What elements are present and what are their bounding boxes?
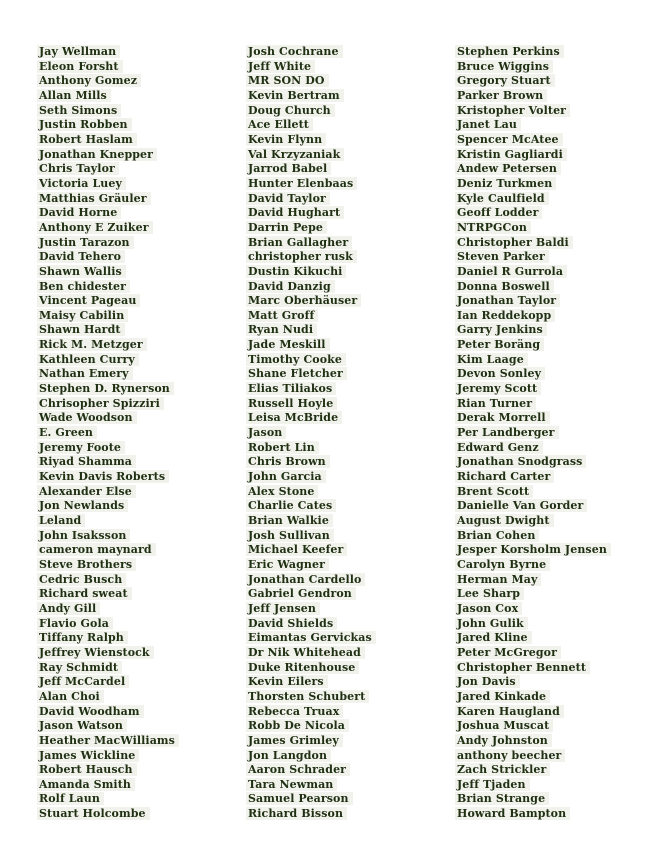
credit-name: Seth Simons bbox=[37, 104, 121, 117]
credit-name: Robert Hausch bbox=[37, 763, 137, 776]
credit-name: Jonathan Snodgrass bbox=[455, 455, 586, 468]
credit-name: Josh Cochrane bbox=[246, 45, 343, 58]
credit-name: Duke Ritenhouse bbox=[246, 661, 359, 674]
credit-row bbox=[246, 685, 376, 703]
credit-row bbox=[246, 128, 376, 146]
credit-row bbox=[37, 450, 179, 469]
credit-row bbox=[246, 318, 376, 337]
credit-name: Timothy Cooke bbox=[246, 353, 346, 366]
credit-row bbox=[455, 128, 611, 146]
credit-row bbox=[455, 538, 611, 557]
credit-name: Andy Johnston bbox=[455, 734, 552, 747]
credit-row bbox=[455, 802, 611, 821]
credit-row bbox=[37, 231, 179, 249]
credit-row bbox=[246, 113, 376, 132]
credit-name: Tara Newman bbox=[246, 778, 337, 791]
credit-name: Eimantas Gervickas bbox=[246, 631, 376, 644]
credit-row bbox=[455, 231, 611, 249]
credit-name: Amanda Smith bbox=[37, 778, 135, 791]
credit-name: Brian Gallagher bbox=[246, 236, 352, 249]
credit-name: Wade Woodson bbox=[37, 411, 137, 424]
credit-name: Alexander Else bbox=[37, 485, 136, 498]
credit-row bbox=[37, 494, 179, 513]
credit-row bbox=[246, 538, 376, 557]
credit-name: Kevin Eilers bbox=[246, 675, 328, 688]
credit-name: David Woodham bbox=[37, 705, 144, 718]
credit-name: Leland bbox=[37, 514, 85, 527]
credit-name: Peter McGregor bbox=[455, 646, 561, 659]
credit-name: MR SON DO bbox=[246, 74, 329, 87]
credit-name: Donna Boswell bbox=[455, 280, 554, 293]
credit-name: Aaron Schrader bbox=[246, 763, 350, 776]
credit-name: Howard Bampton bbox=[455, 807, 570, 820]
credit-row bbox=[37, 172, 179, 190]
credit-name: Geoff Lodder bbox=[455, 206, 542, 219]
credit-name: Marc Oberhäuser bbox=[246, 294, 361, 307]
credit-row bbox=[246, 99, 376, 117]
credit-row bbox=[37, 187, 179, 205]
credit-row bbox=[37, 113, 179, 132]
credit-name: Kristopher Volter bbox=[455, 104, 570, 117]
credit-name: Garry Jenkins bbox=[455, 323, 547, 336]
credit-name: Thorsten Schubert bbox=[246, 690, 369, 703]
credit-name: Karen Haugland bbox=[455, 705, 564, 718]
credit-row bbox=[37, 40, 179, 58]
credit-row bbox=[455, 729, 611, 747]
credit-row bbox=[37, 377, 179, 396]
credit-row bbox=[246, 450, 376, 469]
credit-name: Lee Sharp bbox=[455, 587, 524, 600]
credit-row bbox=[455, 436, 611, 454]
credit-name: Bruce Wiggins bbox=[455, 60, 553, 73]
credit-name: Christopher Bennett bbox=[455, 661, 590, 674]
credit-row bbox=[37, 143, 179, 161]
credit-row bbox=[246, 55, 376, 73]
credit-name: Jesper Korsholm Jensen bbox=[455, 543, 611, 556]
credit-name: Steven Parker bbox=[455, 250, 549, 263]
credit-row bbox=[455, 157, 611, 176]
credit-row bbox=[37, 216, 179, 234]
credit-name: John Isaksson bbox=[37, 529, 130, 542]
credit-name: E. Green bbox=[37, 426, 97, 439]
credit-name: Jeff Tjaden bbox=[455, 778, 530, 791]
credit-row bbox=[455, 568, 611, 586]
credit-name: Kim Laage bbox=[455, 353, 528, 366]
credit-name: Matt Groff bbox=[246, 309, 318, 322]
credit-row bbox=[37, 612, 179, 630]
credit-name: Kathleen Curry bbox=[37, 353, 139, 366]
credits-column-1 bbox=[37, 40, 179, 821]
credit-name: Doug Church bbox=[246, 104, 335, 117]
credit-row bbox=[37, 260, 179, 278]
credit-name: David Hughart bbox=[246, 206, 344, 219]
credit-row bbox=[37, 524, 179, 542]
credit-name: Shawn Hardt bbox=[37, 323, 125, 336]
credit-name: Vincent Pageau bbox=[37, 294, 140, 307]
credit-name: Jason bbox=[246, 426, 286, 439]
credit-row bbox=[455, 362, 611, 381]
credit-row bbox=[246, 231, 376, 249]
credit-name: Joshua Muscat bbox=[455, 719, 553, 732]
credit-name: Kevin Bertram bbox=[246, 89, 344, 102]
credit-name: Anthony E Zuiker bbox=[37, 221, 153, 234]
credit-name: David Danzig bbox=[246, 280, 335, 293]
credit-row bbox=[455, 99, 611, 117]
credit-row bbox=[455, 626, 611, 645]
credit-row bbox=[455, 758, 611, 777]
credit-name: Ben chidester bbox=[37, 280, 130, 293]
credit-row bbox=[246, 84, 376, 102]
credit-row bbox=[37, 362, 179, 381]
credit-row bbox=[37, 275, 179, 293]
credit-name: Ian Reddekopp bbox=[455, 309, 555, 322]
credit-row bbox=[246, 480, 376, 498]
credit-name: Jade Meskill bbox=[246, 338, 330, 351]
credit-row bbox=[455, 304, 611, 322]
credit-name: Kristin Gagliardi bbox=[455, 148, 567, 161]
credit-name: Matthias Gräuler bbox=[37, 192, 151, 205]
credit-name: Chris Taylor bbox=[37, 162, 119, 175]
credit-row bbox=[455, 480, 611, 498]
credit-name: Brian Cohen bbox=[455, 529, 539, 542]
credit-row bbox=[37, 55, 179, 73]
credit-name: Robb De Nicola bbox=[246, 719, 349, 732]
credit-name: Jeffrey Wienstock bbox=[37, 646, 154, 659]
credit-name: Jay Wellman bbox=[37, 45, 120, 58]
credit-name: Cedric Busch bbox=[37, 573, 126, 586]
credit-row bbox=[37, 568, 179, 586]
credit-row bbox=[246, 406, 376, 425]
credit-row bbox=[37, 729, 179, 747]
credit-row bbox=[37, 582, 179, 601]
credit-row bbox=[455, 685, 611, 703]
credit-row bbox=[246, 362, 376, 381]
credit-name: Alex Stone bbox=[246, 485, 318, 498]
credit-name: James Wickline bbox=[37, 749, 139, 762]
credit-row bbox=[455, 392, 611, 410]
credit-name: Eric Wagner bbox=[246, 558, 329, 571]
credit-name: Dustin Kikuchi bbox=[246, 265, 346, 278]
credit-name: Chris Brown bbox=[246, 455, 330, 468]
credit-row bbox=[455, 377, 611, 396]
credit-row bbox=[37, 553, 179, 571]
credit-name: Brian Strange bbox=[455, 792, 549, 805]
credit-row bbox=[37, 656, 179, 674]
credit-name: John Gulik bbox=[455, 617, 528, 630]
credit-row bbox=[455, 275, 611, 293]
credit-name: Russell Hoyle bbox=[246, 397, 337, 410]
credit-row bbox=[246, 465, 376, 484]
credit-name: Gabriel Gendron bbox=[246, 587, 356, 600]
credit-name: Parker Brown bbox=[455, 89, 547, 102]
credit-name: Leisa McBride bbox=[246, 411, 342, 424]
credit-row bbox=[246, 729, 376, 747]
credit-name: David Taylor bbox=[246, 192, 330, 205]
credit-row bbox=[37, 128, 179, 146]
credits-column-3 bbox=[455, 40, 611, 821]
credit-row bbox=[37, 436, 179, 454]
credit-name: christopher rusk bbox=[246, 250, 357, 263]
credit-row bbox=[455, 333, 611, 352]
credit-name: Elias Tiliakos bbox=[246, 382, 336, 395]
credit-name: Jon Langdon bbox=[246, 749, 331, 762]
credit-row bbox=[246, 436, 376, 454]
credit-row bbox=[246, 758, 376, 777]
credit-name: cameron maynard bbox=[37, 543, 156, 556]
credit-name: Richard Bisson bbox=[246, 807, 347, 820]
credit-row bbox=[455, 143, 611, 161]
credit-name: Jarrod Babel bbox=[246, 162, 331, 175]
credit-row bbox=[455, 406, 611, 425]
credit-row bbox=[246, 392, 376, 410]
credit-name: Gregory Stuart bbox=[455, 74, 555, 87]
credit-name: Charlie Cates bbox=[246, 499, 336, 512]
credit-row bbox=[37, 157, 179, 176]
credit-name: Jason Cox bbox=[455, 602, 522, 615]
credit-row bbox=[246, 656, 376, 674]
credit-name: Val Krzyzaniak bbox=[246, 148, 344, 161]
credit-row bbox=[246, 201, 376, 220]
credit-name: Justin Robben bbox=[37, 118, 132, 131]
credit-name: Per Landberger bbox=[455, 426, 559, 439]
credit-row bbox=[455, 318, 611, 337]
credit-row bbox=[455, 201, 611, 220]
credit-name: August Dwight bbox=[455, 514, 554, 527]
credit-name: Eleon Forsht bbox=[37, 60, 123, 73]
credit-name: Jonathan Cardello bbox=[246, 573, 365, 586]
credit-name: Robert Haslam bbox=[37, 133, 137, 146]
credit-row bbox=[455, 656, 611, 674]
credit-row bbox=[37, 641, 179, 659]
credit-name: Richard sweat bbox=[37, 587, 132, 600]
credit-row bbox=[246, 626, 376, 645]
credit-row bbox=[37, 538, 179, 557]
credit-row bbox=[37, 318, 179, 337]
credit-name: Kevin Flynn bbox=[246, 133, 326, 146]
credit-name: Shawn Wallis bbox=[37, 265, 126, 278]
credit-row bbox=[455, 524, 611, 542]
credit-row bbox=[246, 216, 376, 234]
credit-row bbox=[455, 509, 611, 527]
credit-row bbox=[455, 289, 611, 308]
credit-row bbox=[37, 465, 179, 484]
credit-row bbox=[246, 172, 376, 190]
credit-name: Brent Scott bbox=[455, 485, 533, 498]
credit-name: Deniz Turkmen bbox=[455, 177, 556, 190]
credit-row bbox=[246, 348, 376, 366]
credit-row bbox=[455, 260, 611, 278]
credit-name: Andew Petersen bbox=[455, 162, 561, 175]
credit-name: Brian Walkie bbox=[246, 514, 333, 527]
credit-name: Janet Lau bbox=[455, 118, 521, 131]
credit-name: David Tehero bbox=[37, 250, 125, 263]
credit-name: Devon Sonley bbox=[455, 367, 545, 380]
credit-name: Jared Kline bbox=[455, 631, 532, 644]
credit-name: Flavio Gola bbox=[37, 617, 113, 630]
credit-row bbox=[455, 69, 611, 88]
credit-row bbox=[455, 641, 611, 659]
credit-name: anthony beecher bbox=[455, 749, 565, 762]
credit-name: Allan Mills bbox=[37, 89, 111, 102]
credit-name: Richard Carter bbox=[455, 470, 554, 483]
credit-name: Rian Turner bbox=[455, 397, 536, 410]
credit-row bbox=[246, 245, 376, 264]
credit-name: Jonathan Taylor bbox=[455, 294, 560, 307]
credit-row bbox=[455, 245, 611, 264]
credit-name: Samuel Pearson bbox=[246, 792, 353, 805]
credit-row bbox=[37, 758, 179, 777]
credit-row bbox=[455, 597, 611, 615]
credit-name: Jeremy Scott bbox=[455, 382, 541, 395]
credit-name: Jeff McCardel bbox=[37, 675, 129, 688]
credit-row bbox=[246, 597, 376, 615]
credit-row bbox=[37, 802, 179, 821]
credit-name: Carolyn Byrne bbox=[455, 558, 550, 571]
credit-row bbox=[246, 787, 376, 806]
credit-name: John Garcia bbox=[246, 470, 326, 483]
credit-row bbox=[455, 40, 611, 58]
credit-name: Andy Gill bbox=[37, 602, 100, 615]
credit-row bbox=[246, 40, 376, 58]
credit-name: Jason Watson bbox=[37, 719, 127, 732]
credit-row bbox=[37, 714, 179, 733]
credit-name: Ace Ellett bbox=[246, 118, 313, 131]
credit-name: Peter Boräng bbox=[455, 338, 544, 351]
credit-name: David Horne bbox=[37, 206, 121, 219]
credit-name: Rolf Laun bbox=[37, 792, 104, 805]
credit-row bbox=[246, 568, 376, 586]
credit-row bbox=[246, 714, 376, 733]
credit-name: Steve Brothers bbox=[37, 558, 136, 571]
credit-row bbox=[37, 348, 179, 366]
credit-row bbox=[246, 157, 376, 176]
credit-row bbox=[37, 245, 179, 264]
credit-name: Hunter Elenbaas bbox=[246, 177, 357, 190]
credit-row bbox=[455, 55, 611, 73]
credit-name: Spencer McAtee bbox=[455, 133, 563, 146]
credit-name: Shane Fletcher bbox=[246, 367, 347, 380]
credit-name: Daniel R Gurrola bbox=[455, 265, 567, 278]
credit-name: Robert Lin bbox=[246, 441, 319, 454]
credit-row bbox=[37, 670, 179, 689]
credit-row bbox=[37, 69, 179, 88]
credit-row bbox=[455, 700, 611, 718]
credit-row bbox=[37, 333, 179, 352]
credit-row bbox=[37, 99, 179, 117]
credit-row bbox=[246, 377, 376, 396]
credit-name: Riyad Shamma bbox=[37, 455, 136, 468]
credit-name: Jonathan Knepper bbox=[37, 148, 157, 161]
credit-row bbox=[455, 465, 611, 484]
credit-name: Edward Genz bbox=[455, 441, 543, 454]
credit-name: Stephen D. Rynerson bbox=[37, 382, 174, 395]
credit-name: Jon Newlands bbox=[37, 499, 128, 512]
credits-column-2 bbox=[246, 40, 376, 821]
credit-name: Rick M. Metzger bbox=[37, 338, 147, 351]
credit-row bbox=[455, 172, 611, 190]
credit-name: Alan Choi bbox=[37, 690, 104, 703]
credit-name: Rebecca Truax bbox=[246, 705, 343, 718]
credit-row bbox=[37, 84, 179, 102]
credit-name: Jon Davis bbox=[455, 675, 520, 688]
credit-row bbox=[246, 641, 376, 659]
credit-name: Jeremy Foote bbox=[37, 441, 125, 454]
credit-row bbox=[455, 421, 611, 440]
credit-name: Jared Kinkade bbox=[455, 690, 550, 703]
credit-name: Dr Nik Whitehead bbox=[246, 646, 365, 659]
credit-row bbox=[455, 744, 611, 762]
credit-name: Kevin Davis Roberts bbox=[37, 470, 169, 483]
credit-row bbox=[246, 773, 376, 791]
credit-name: Christopher Baldi bbox=[455, 236, 573, 249]
credit-row bbox=[455, 494, 611, 513]
credit-name: Derak Morrell bbox=[455, 411, 550, 424]
credit-name: Nathan Emery bbox=[37, 367, 133, 380]
credit-row bbox=[455, 612, 611, 630]
credit-row bbox=[37, 626, 179, 645]
credit-row bbox=[246, 275, 376, 293]
credit-row bbox=[455, 450, 611, 469]
credit-row bbox=[455, 84, 611, 102]
credit-name: Chrisopher Spizziri bbox=[37, 397, 164, 410]
credit-name: Jeff Jensen bbox=[246, 602, 320, 615]
credit-name: Kyle Caulfield bbox=[455, 192, 549, 205]
credit-row bbox=[37, 773, 179, 791]
credit-row bbox=[455, 187, 611, 205]
credit-name: Tiffany Ralph bbox=[37, 631, 128, 644]
credit-name: Stephen Perkins bbox=[455, 45, 564, 58]
credit-name: Stuart Holcombe bbox=[37, 807, 150, 820]
credit-row bbox=[246, 612, 376, 630]
credit-row bbox=[37, 392, 179, 410]
credit-row bbox=[246, 494, 376, 513]
credit-name: Ray Schmidt bbox=[37, 661, 122, 674]
credit-row bbox=[246, 802, 376, 821]
credit-name: Josh Sullivan bbox=[246, 529, 334, 542]
credit-name: Danielle Van Gorder bbox=[455, 499, 587, 512]
credit-row bbox=[455, 714, 611, 733]
credit-row bbox=[455, 787, 611, 806]
credit-row bbox=[246, 524, 376, 542]
credit-name: Ryan Nudi bbox=[246, 323, 317, 336]
credit-name: Justin Tarazon bbox=[37, 236, 134, 249]
credit-name: David Shields bbox=[246, 617, 337, 630]
credit-name: NTRPGCon bbox=[455, 221, 531, 234]
credit-name: Herman May bbox=[455, 573, 541, 586]
credit-row bbox=[246, 333, 376, 352]
credit-row bbox=[246, 143, 376, 161]
credit-name: Anthony Gomez bbox=[37, 74, 141, 87]
credit-name: Victoria Luey bbox=[37, 177, 126, 190]
credit-row bbox=[246, 509, 376, 527]
credit-name: Zach Strickler bbox=[455, 763, 550, 776]
credit-name: James Grimley bbox=[246, 734, 343, 747]
credit-row bbox=[37, 289, 179, 308]
credit-row bbox=[246, 553, 376, 571]
credit-name: Michael Keefer bbox=[246, 543, 347, 556]
credit-row bbox=[37, 201, 179, 220]
credit-row bbox=[246, 289, 376, 308]
credit-row bbox=[37, 700, 179, 718]
credit-name: Heather MacWilliams bbox=[37, 734, 179, 747]
credit-name: Jeff White bbox=[246, 60, 315, 73]
credit-name: Maisy Cabilin bbox=[37, 309, 128, 322]
credit-name: Darrin Pepe bbox=[246, 221, 327, 234]
credit-row bbox=[246, 744, 376, 762]
credit-row bbox=[37, 304, 179, 322]
credit-row bbox=[246, 69, 376, 88]
